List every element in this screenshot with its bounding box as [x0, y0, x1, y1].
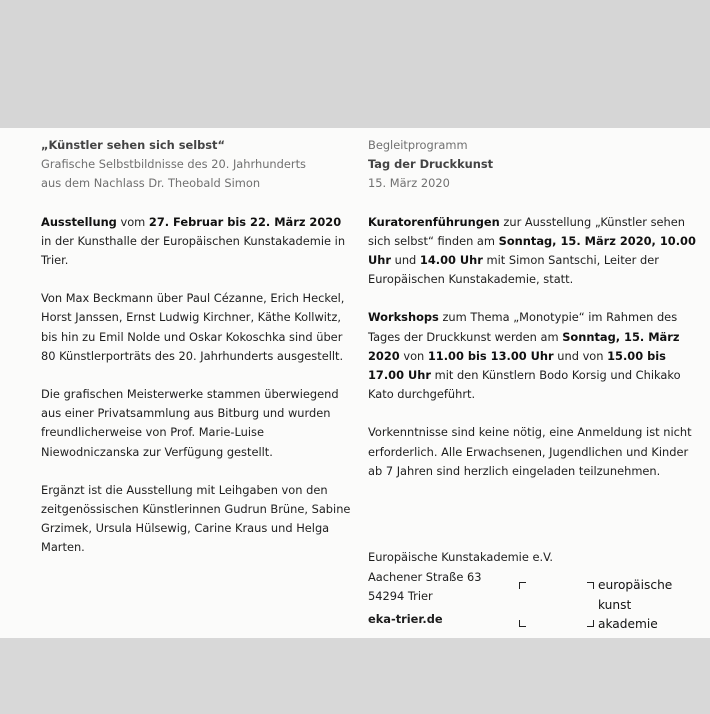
highlighted-text: 15.00 bis 17.00 Uhr: [368, 348, 666, 383]
artists-paragraph: Von Max Beckmann über Paul Cézanne, Erich Heckel, Horst Janssen, Ernst Ludwig Kirchner, Käthe Kollwitz, bis hin zu Emil Nolde und Oskar Kokoschka sind über 80 Künstlerporträts des 20. Jahrhunderts ausgestellt.: [41, 291, 345, 363]
highlighted-text: Kuratorenführungen: [368, 214, 500, 229]
highlighted-text: 11.00 bis 13.00 Uhr: [427, 348, 554, 363]
highlighted-text: Workshops: [368, 310, 439, 325]
body-text: und: [390, 253, 420, 268]
logo-line-2: kunst: [598, 597, 632, 612]
body-text: von: [399, 348, 428, 363]
body-text: und von: [553, 348, 608, 363]
city-address: 54294 Trier: [368, 589, 433, 603]
curator-tours-paragraph: [368, 213, 698, 290]
program-date: 15. März 2020: [368, 176, 450, 191]
academy-logo: [598, 576, 672, 635]
bottom-gray-band: [0, 638, 710, 714]
exhibition-title: „Künstler sehen sich selbst“: [41, 138, 225, 152]
program-kicker: Begleitprogramm: [368, 138, 468, 152]
address-block: [368, 548, 553, 607]
body-text: zum Thema „Monotypie“ im Rahmen des Tages der Druckkunst werden am: [368, 310, 678, 344]
corner-mark-icon: [519, 582, 526, 589]
exhibition-column: [41, 136, 353, 558]
highlighted-text: 27. Februar bis 22. März 2020: [148, 214, 342, 229]
body-text: zur Ausstellung „Künstler sehen sich selbst“ finden am: [368, 214, 685, 248]
highlighted-text: Ausstellung: [41, 214, 117, 229]
workshops-paragraph: [368, 308, 698, 404]
logo-line-3: akademie: [598, 617, 658, 631]
body-text: mit Simon Santschi, Leiter der Europäischen Kunstakademie, statt.: [368, 253, 659, 287]
body-text: mit den Künstlern Bodo Korsig und Chikako Kato durchgeführt.: [368, 368, 681, 402]
program-title: Tag der Druckkunst: [368, 157, 494, 172]
corner-mark-icon: [519, 620, 526, 627]
corner-mark-icon: [587, 620, 594, 627]
website-link[interactable]: eka-trier.de: [368, 612, 443, 626]
top-gray-band: [0, 0, 710, 128]
highlighted-text: Sonntag, 15. März 2020: [368, 329, 680, 363]
street-address: Aachener Straße 63: [368, 569, 482, 584]
loans-paragraph: Ergänzt ist die Ausstellung mit Leihgaben von den zeitgenössischen Künstlerinnen Gudrun Brüne, Sabine Grzimek, Ursula Hülsewig, Carine Kraus und Helga Marten.: [41, 482, 351, 555]
program-column: [368, 136, 698, 481]
highlighted-text: Sonntag, 15. März 2020, 10.00 Uhr: [368, 233, 696, 268]
exhibition-dates-paragraph: [41, 213, 353, 271]
exhibition-subtitle-2: aus dem Nachlass Dr. Theobald Simon: [41, 176, 261, 191]
corner-mark-icon: [587, 582, 594, 589]
body-text: vom: [116, 214, 149, 229]
logo-line-1: europäische: [598, 578, 673, 592]
body-text: in der Kunsthalle der Europäischen Kunstakademie in Trier.: [41, 233, 346, 268]
org-name: Europäische Kunstakademie e.V.: [368, 550, 554, 564]
collection-paragraph: Die grafischen Meisterwerke stammen überwiegend aus einer Privatsammlung aus Bitburg und wurden freundlicherweise von Prof. Marie-Luise Niewodniczanska zur Verfügung gestellt.: [41, 387, 339, 459]
highlighted-text: 14.00 Uhr: [419, 253, 483, 268]
registration-paragraph: Vorkenntnisse sind keine nötig, eine Anmeldung ist nicht erforderlich. Alle Erwachsenen, Jugendlichen und Kinder ab 7 Jahren sind herzlich eingeladen teilzunehmen.: [368, 425, 692, 478]
exhibition-subtitle-1: Grafische Selbstbildnisse des 20. Jahrhunderts: [41, 157, 306, 172]
